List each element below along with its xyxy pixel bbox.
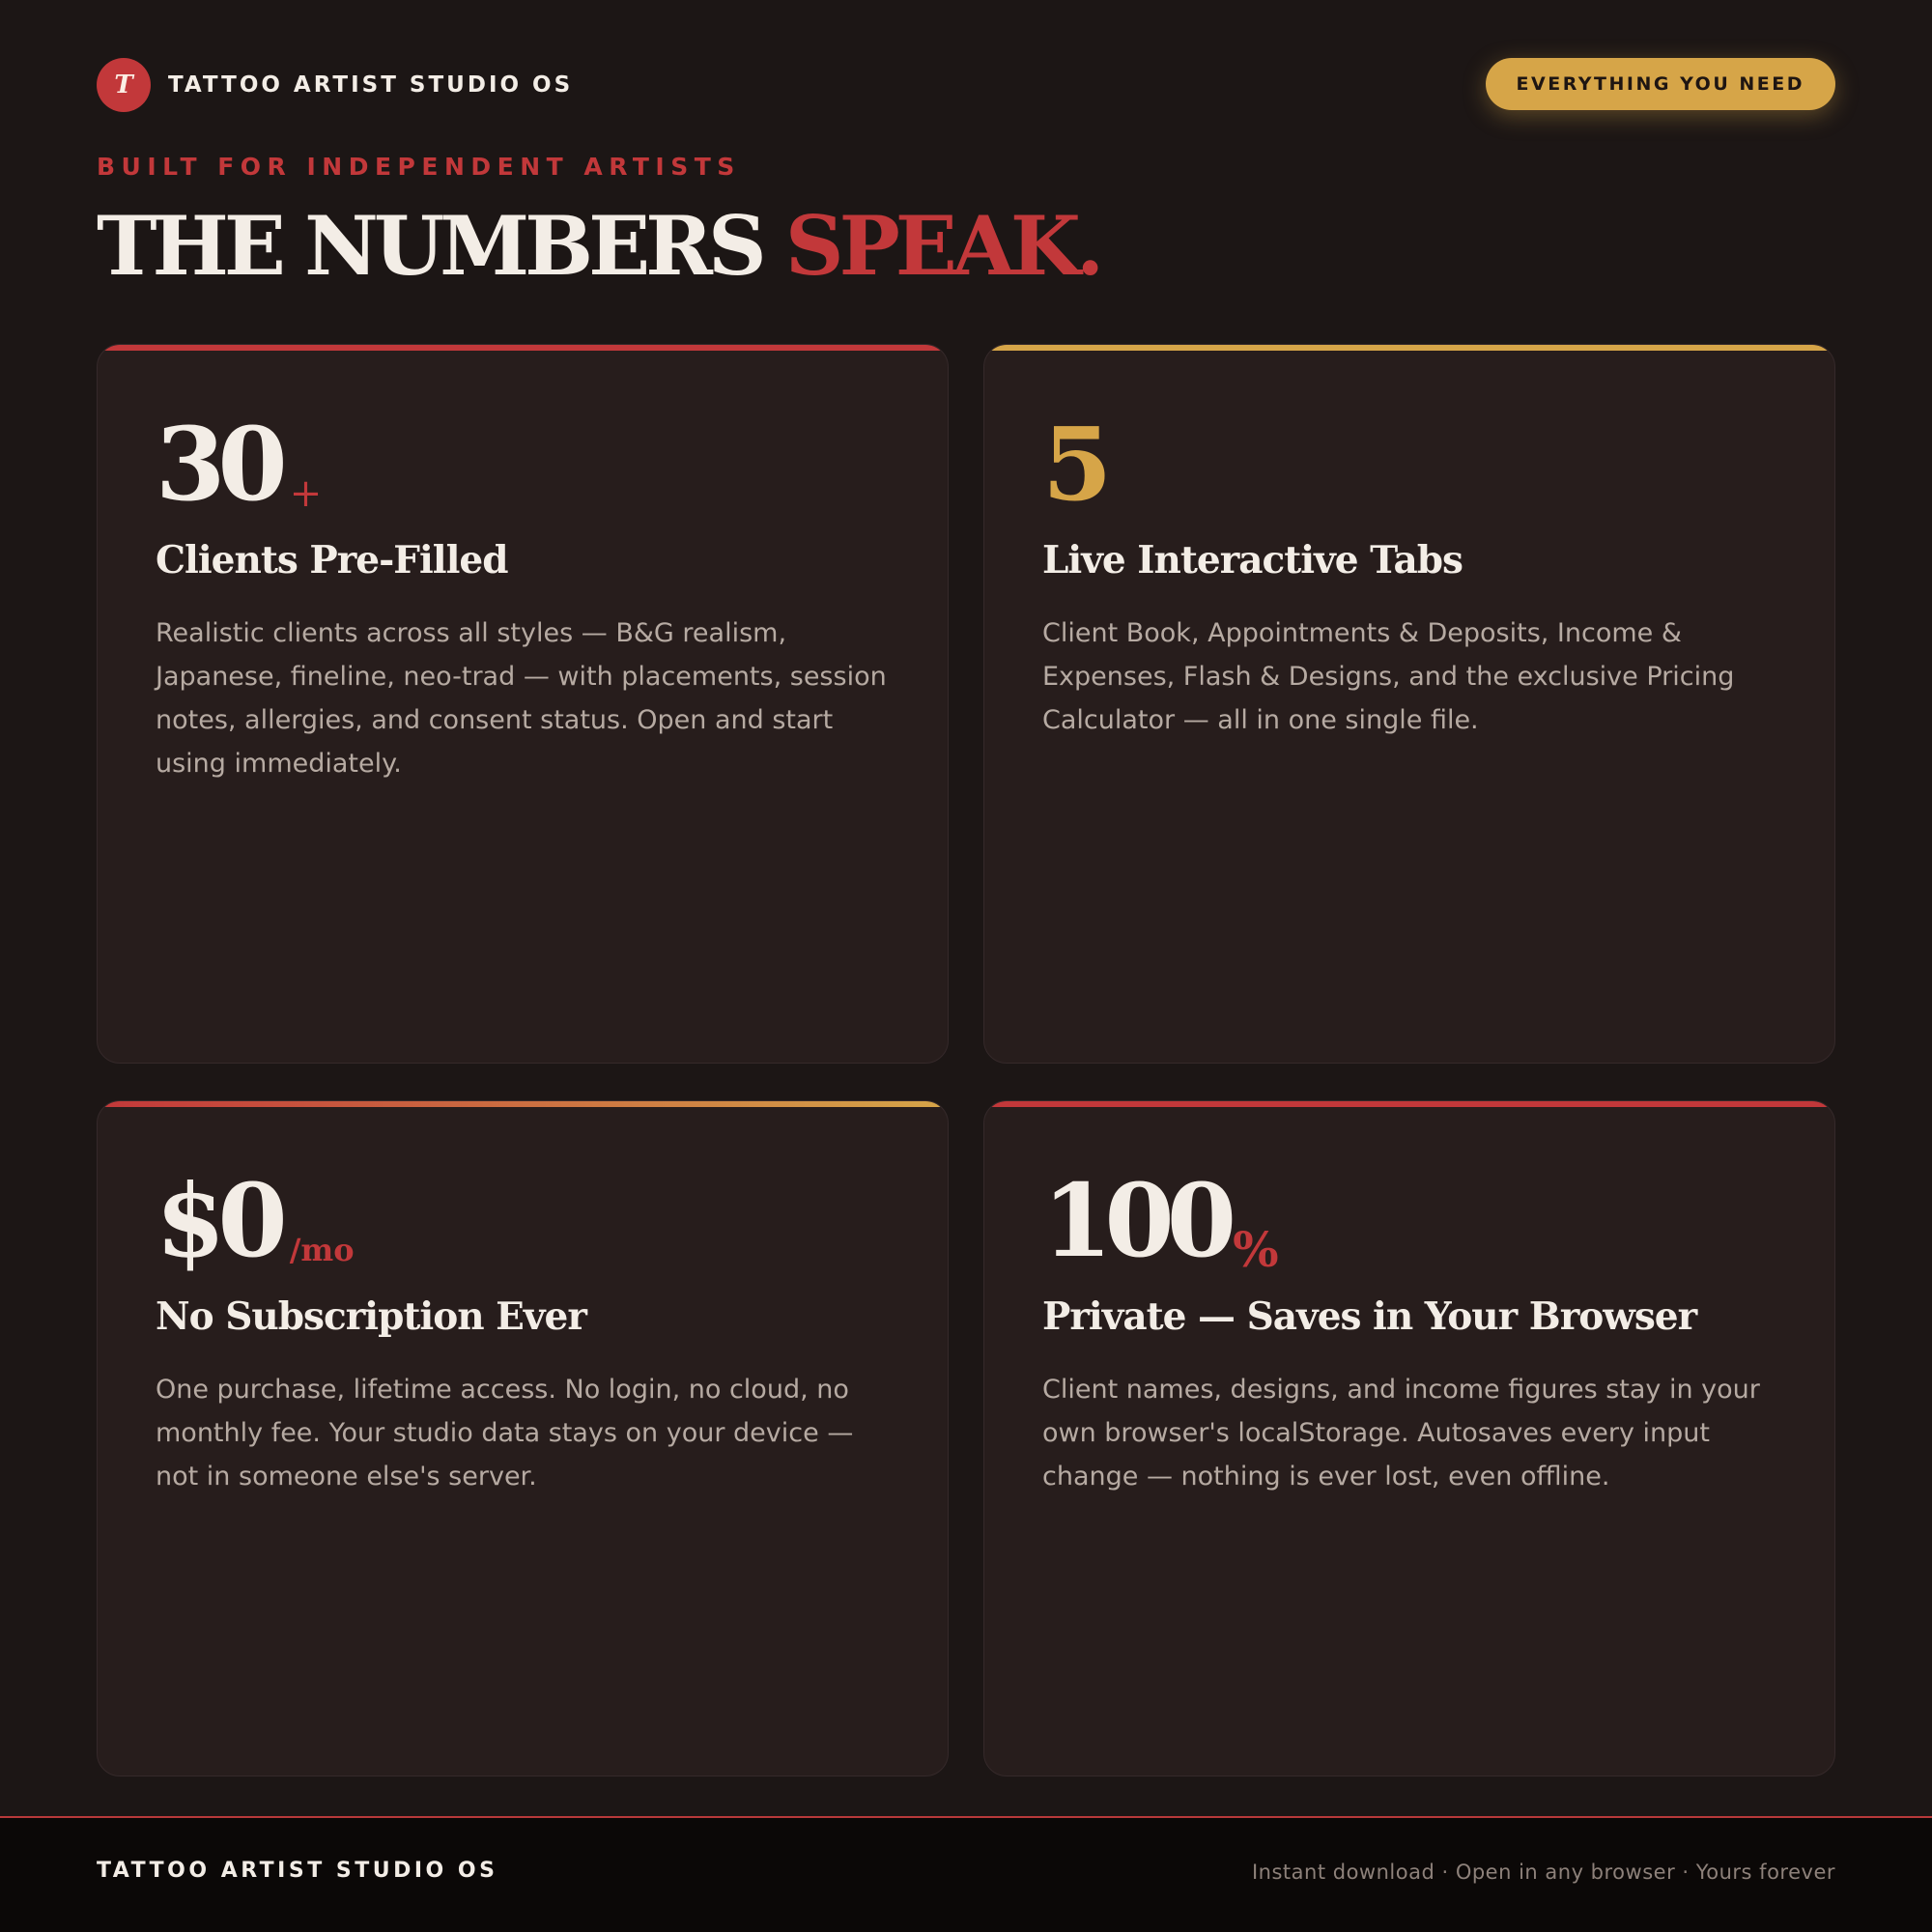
- eyebrow-text: BUILT FOR INDEPENDENT ARTISTS: [97, 153, 741, 181]
- card-title: No Subscription Ever: [156, 1294, 586, 1339]
- headline-part-1: THE NUMBERS: [97, 198, 762, 294]
- card-title: Private — Saves in Your Browser: [1042, 1294, 1697, 1339]
- stat-figure: [156, 403, 323, 524]
- stat-figure: [156, 1159, 355, 1280]
- stat-suffix: +: [289, 471, 323, 516]
- brand-name: TATTOO ARTIST STUDIO OS: [168, 72, 574, 98]
- card-accent-bar: [984, 345, 1834, 351]
- footer: [0, 1816, 1932, 1932]
- card-accent-bar: [984, 1101, 1834, 1107]
- card-description: Realistic clients across all styles — B&G realism, Japanese, fineline, neo-trad — with placements, session notes, allergies, and consent status. Open and start using immediately.: [156, 618, 887, 779]
- stat-suffix: /mo: [289, 1232, 355, 1268]
- stat-figure: [1042, 1159, 1279, 1280]
- brand[interactable]: [97, 58, 573, 112]
- page-title: [97, 193, 1099, 299]
- footer-brand: TATTOO ARTIST STUDIO OS: [97, 1859, 498, 1883]
- card-description: Client Book, Appointments & Deposits, Income & Expenses, Flash & Designs, and the exclusive Pricing Calculator — all in one single file.: [1042, 618, 1735, 735]
- card-title: Live Interactive Tabs: [1042, 538, 1463, 582]
- card-accent-bar: [98, 1101, 948, 1107]
- card-description: One purchase, lifetime access. No login, no cloud, no monthly fee. Your studio data stays on your device — not in someone else's server.: [156, 1375, 854, 1492]
- everything-you-need-button[interactable]: EVERYTHING YOU NEED: [1486, 58, 1835, 110]
- headline-part-2: SPEAK.: [784, 198, 1100, 294]
- stat-value: $0: [156, 1161, 280, 1280]
- stat-card-tabs: [983, 344, 1835, 1064]
- card-description: Client names, designs, and income figures stay in your own browser's localStorage. Autosaves every input change — nothing is ever lost, even offline.: [1042, 1375, 1760, 1492]
- stat-value: 30: [156, 405, 280, 524]
- header: [97, 56, 1835, 114]
- stat-card-subscription: [97, 1100, 949, 1776]
- stat-value: 5: [1042, 405, 1105, 524]
- stat-card-clients: [97, 344, 949, 1064]
- card-title: Clients Pre-Filled: [156, 538, 508, 582]
- card-accent-bar: [98, 345, 948, 351]
- footer-note: Instant download · Open in any browser · Yours forever: [1251, 1861, 1835, 1884]
- stat-value: 100: [1042, 1161, 1230, 1280]
- brand-logo-icon: T: [97, 58, 151, 112]
- stat-suffix: %: [1233, 1221, 1279, 1278]
- stat-figure: [1042, 403, 1105, 524]
- stat-card-privacy: [983, 1100, 1835, 1776]
